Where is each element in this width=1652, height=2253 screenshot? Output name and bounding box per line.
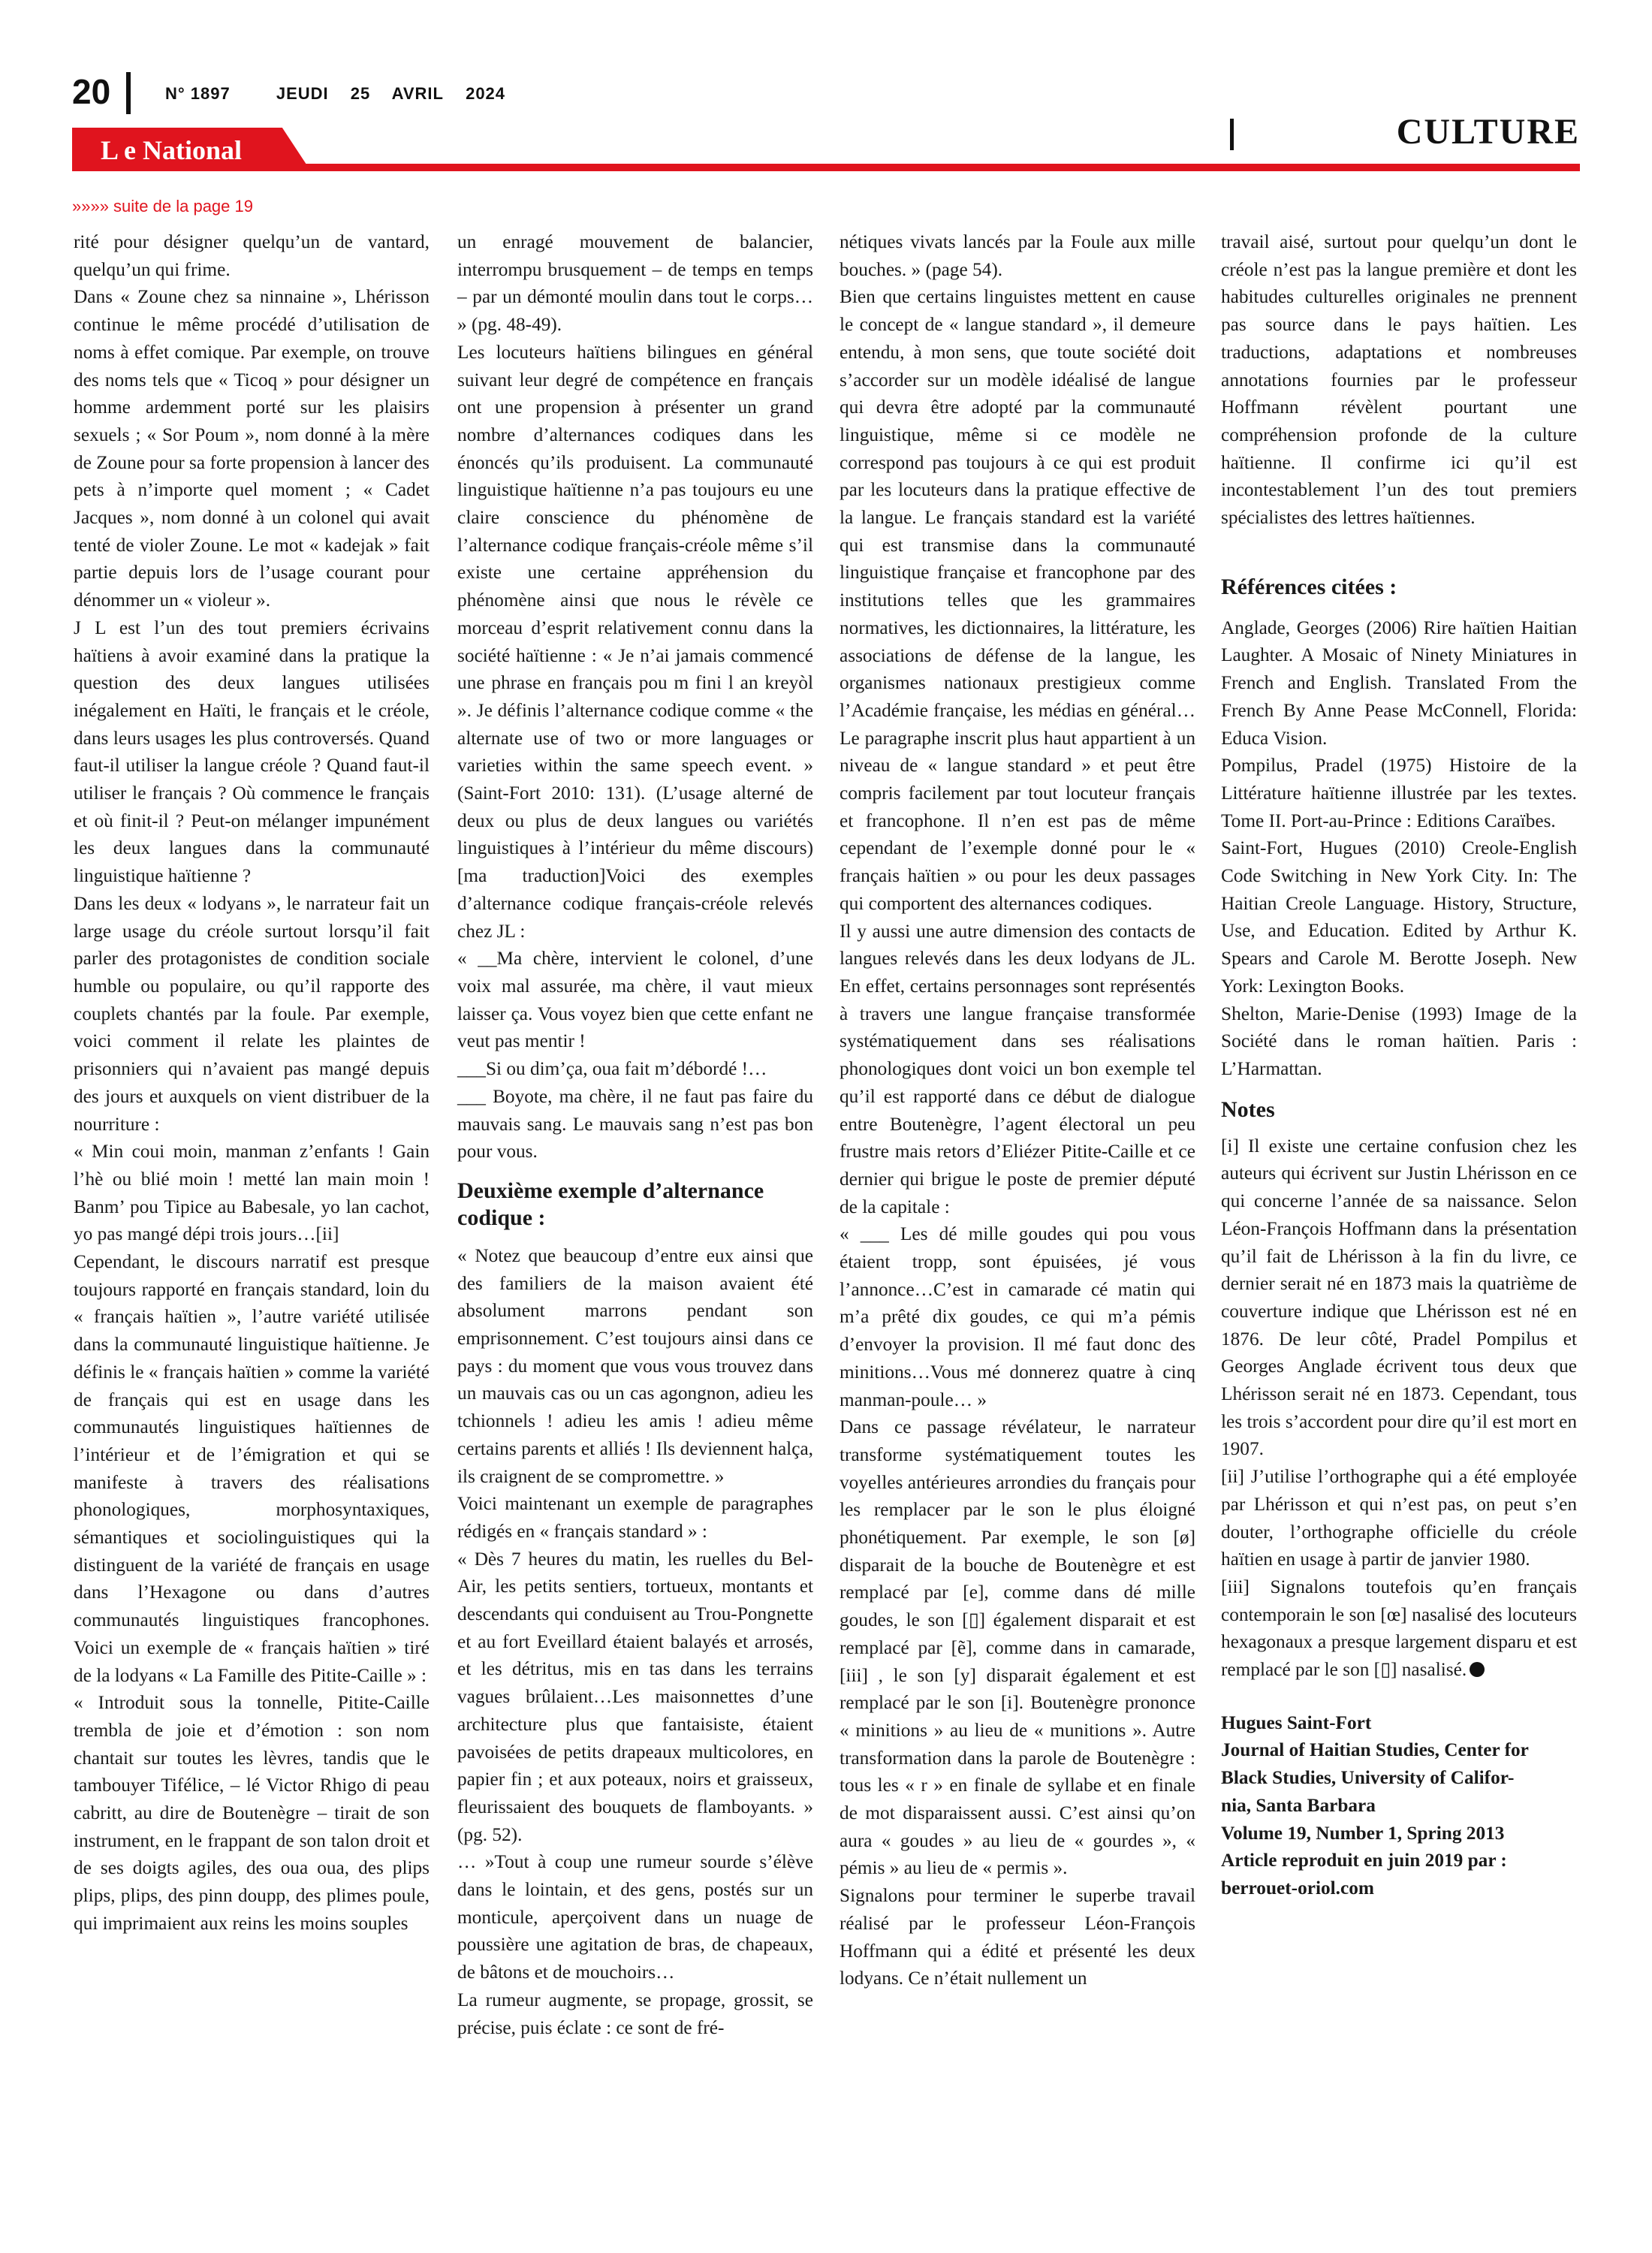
paragraph: Il y aussi une autre dimension des contacts de langues relevés dans les deux lodyans de JL. En effet, certains personnages sont représentés à travers une langue française transformée systématiquement dans ses réalisations phonologiques dont voici un bon exemple tel qu’il est rapporté dans ce début de dialogue entre Boutenègre, l’agent électoral un peu frustre mais retors d’Eliézer Pitite-Caille et ce dernier qui brigue le poste de premier député de la capitale :	[840, 920, 1195, 1217]
signature-line: Black Studies, University of Califor-	[1221, 1767, 1515, 1789]
note-item	[1221, 1573, 1577, 1684]
note-item: [ii] J’utilise l’orthographe qui a été employée par Lhérisson et qui n’est pas, on peut s’en douter, l’orthographe officielle du créole haïtien en usage à partir de janvier 1980.	[1221, 1466, 1577, 1570]
quote-paragraph: … »Tout à coup une rumeur sourde s’élève dans le lointain, et des gens, postés sur un monticule, aperçoivent dans un nuage de poussière une agitation de bras, de chapeaux, de bâtons et de mouchoirs…	[457, 1851, 813, 1983]
notes-heading: Notes	[1221, 1096, 1275, 1122]
paragraph: Bien que certains linguistes mettent en cause le concept de « langue standard », il demeure entendu, à mon sens, que toute société doit s’accorder sur un modèle idéalisé de langue qui devra être adopté par la communauté linguistique, même si ce modèle ne correspond pas toujours à ce qui est produit par les locuteurs dans la pratique effective de la langue. Le français standard est la variété qui est transmise dans la communauté linguistique française et francophone par des institutions telles que les grammaires normatives, les dictionnaires, la littérature, les associations de défense de la langue, les organismes nationaux prestigieux comme l’Académie française, les médias en général… Le paragraphe inscrit plus haut appartient à un niveau de « langue standard » et peut être compris facilement par tout locuteur français et francophone. Il n’en est pas de même cependant de l’exemple donné pour le « français haïtien » ou pour les deux passages qui comportent des alternances codiques.	[840, 286, 1195, 914]
paragraph: J L est l’un des tout premiers écrivains haïtiens à avoir examiné dans la pratique la question des deux langues utilisées inégalement en Haïti, le français et le créole, dans leurs usages les plus controversés. Quand faut-il utiliser la langue créole ? Quand faut-il utiliser le français ? Où commence le français et où finit-il ? Peut-on mélanger impunément les deux langues dans la communauté linguistique haïtienne ?	[74, 617, 430, 887]
signature-line: nia, Santa Barbara	[1221, 1794, 1376, 1816]
paragraph: travail aisé, surtout pour quelqu’un dont le créole n’est pas la langue première et dont les habitudes culturelles originales ne prennent pas source dans le pays haïtien. Les traductions, adaptations et nombreuses annotations fournies par le professeur Hoffmann révèlent pourtant une compréhension profonde de la culture haïtienne. Il confirme ici qu’il est incontestablement l’un des tout premiers spécialistes des lettres haïtiennes.	[1221, 231, 1577, 529]
paragraph: Dans ce passage révélateur, le narrateur transforme systématiquement toutes les voyelles antérieures arrondies du français pour les remplacer par le son le plus éloigné phonétiquement. Par exemple, le son [ø] disparait de la bouche de Boutenègre et est remplacé par [e], comme dans dé mille goudes, le son [▯] également disparait et est remplacé par [ẽ], comme dans in camarade, [iii] , le son [y] disparait également et est remplacé par le son [i]. Boutenègre prononce « minitions » au lieu de « munitions ». Autre transformation dans la parole de Boutenègre : tous les « r » en finale de syllabe et en finale de mot disparaissent aussi. C’est ainsi qu’on aura « goudes » au lieu de « gourdes », « pémis » au lieu de « permis ».	[840, 1416, 1195, 1879]
signature-line: Hugues Saint-Fort	[1221, 1712, 1372, 1733]
paragraph: Les locuteurs haïtiens bilingues en général suivant leur degré de compétence en français ont une propension à présenter un grand nombre d’alternances codiques dans les énoncés qu’ils produisent. La communauté linguistique haïtienne n’a pas toujours eu une claire conscience du phénomène de l’alternance codique français-créole même s’il existe une certaine appréhension du phénomène ainsi que nous le révèle ce morceau d’esprit relativement connu dans la société haïtienne : « Je n’ai jamais commencé une phrase en français pou m fini l an kreyòl ». Je définis l’alternance codique comme « the alternate use of two or more languages or varieties within the same speech event. » (Saint-Fort 2010: 131). (L’usage alterné de deux ou plus de deux langues ou variétés linguistiques à l’intérieur du même discours) [ma traduction]Voici des exemples d’alternance codique français-créole relevés chez JL :	[457, 341, 813, 942]
continued-from: »»»» suite de la page 19	[72, 197, 253, 216]
section-divider	[1230, 119, 1234, 150]
signature-line: Journal of Haitian Studies, Center for	[1221, 1739, 1529, 1761]
signature-line: Volume 19, Number 1, Spring 2013	[1221, 1822, 1505, 1844]
article-column-4	[1221, 228, 1577, 1902]
reference-item: Shelton, Marie-Denise (1993) Image de la Société dans le roman haïtien. Paris : L’Harmattan.	[1221, 1003, 1577, 1079]
dialogue-line: ___Si ou dim’ça, oua fait m’débordé !…	[457, 1058, 767, 1080]
quote-paragraph: « Notez que beaucoup d’entre eux ainsi que des familiers de la maison avaient été absolument marrons pendant son emprisonnement. C’est toujours ainsi dans ce pays : du moment que vous vous trouvez dans un mauvais cas ou un cas agongnon, adieu les tchionnels ! adieu les amis ! adieu même certains parents et alliés ! Ils deviennent halça, ils craignent de se compromettre. »	[457, 1244, 813, 1487]
signature-line: berrouet-oriol.com	[1221, 1877, 1374, 1899]
references-heading: Références citées :	[1221, 574, 1397, 599]
quote-paragraph: « Introduit sous la tonnelle, Pitite-Caille trembla de joie et d’émotion : son nom chantait sur toutes les lèvres, tandis que le tambouyer Tifélice, – lé Victor Rhigo di peau cabritt, au dire de Boutenègre – tirait de son instrument, en le frappant de son talon droit et de ses doigts agiles, des oua oua, des plips plips, plips, des pinn doupp, des plimes poule, qui imprimaient aux reins les moins souples	[74, 1692, 430, 1934]
header-divider	[126, 72, 131, 114]
issue-month: AVRIL	[391, 84, 444, 103]
paragraph: Dans « Zoune chez sa ninnaine », Lhérisson continue le même procédé d’utilisation de noms à effet comique. Par exemple, on trouve des noms tels que « Ticoq » pour désigner un homme ardemment porté sur les plaisirs sexuels ; « Sor Poum », nom donné à la mère de Zoune pour sa forte propension à lancer des pets à n’importe quel moment ; « Cadet Jacques », nom donné à un colonel qui avait tenté de violer Zoune. Le mot « kadejak » fait partie depuis lors de l’usage courant pour dénommer un « violeur ».	[74, 286, 430, 611]
issue-number: N° 1897	[165, 84, 231, 103]
issue-day: JEUDI	[276, 84, 329, 103]
paragraph: rité pour désigner quelqu’un de vantard, quelqu’un qui frime.	[74, 231, 430, 280]
dialogue-line: « __Ma chère, intervient le colonel, d’une voix mal assurée, ma chère, il vaut mieux laisser ça. Vous voyez bien que cette enfant ne veut pas mentir !	[457, 948, 813, 1052]
paragraph: nétiques vivats lancés par la Foule aux mille bouches. » (page 54).	[840, 231, 1195, 280]
page-number: 20	[72, 72, 111, 111]
subheading: Deuxième exemple d’alternance codique :	[457, 1178, 764, 1230]
dialogue-line: ___ Boyote, ma chère, il ne faut pas faire du mauvais sang. Le mauvais sang n’est pas bon pour vous.	[457, 1085, 813, 1163]
issue-year: 2024	[466, 84, 506, 103]
note-text: [iii] Signalons toutefois qu’en français contemporain le son [œ] nasalisé des locuteurs hexagonaux a presque largement disparu et est remplacé par le son [▯] nasalisé.	[1221, 1576, 1577, 1681]
paragraph: Voici maintenant un exemple de paragraphes rédigés en « français standard » :	[457, 1493, 813, 1542]
issue-date-line	[165, 84, 522, 104]
quote-paragraph: « Dès 7 heures du matin, les ruelles du Bel-Air, les petits sentiers, tortueux, montants et descendants qui conduisent au Trou-Pongnette et au fort Eveillard étaient balayés et arrosés, et les détritus, mis en tas dans les terrains vagues brûlaient…Les maisonnettes d’une architecture plus que fantaisiste, étaient pavoisées de petits drapeaux multicolores, en papier fin ; et aux poteaux, noirs et graisseux, fleurissaient des bouquets de flamboyants. » (pg. 52).	[457, 1548, 813, 1845]
reference-item: Saint-Fort, Hugues (2010) Creole-English Code Switching in New York City. In: The Haitian Creole Language. History, Structure, Use, and Education. Edited by Arthur K. Spears and Carole M. Berotte Joseph. New York: Lexington Books.	[1221, 837, 1577, 997]
end-mark-icon	[1470, 1662, 1485, 1677]
article-column-2	[457, 228, 813, 2041]
signature-line: Article reproduit en juin 2019 par :	[1221, 1850, 1507, 1871]
article-column-1	[74, 228, 430, 1938]
article-column-3	[840, 228, 1195, 1992]
reference-item: Pompilus, Pradel (1975) Histoire de la Littérature haïtienne illustrée par les textes. Tome II. Port-au-Prince : Editions Caraïbes.	[1221, 755, 1577, 831]
paragraph: Signalons pour terminer le superbe travail réalisé par le professeur Léon-François Hoffmann qui a édité et présenté les deux lodyans. Ce n’était nullement un	[840, 1885, 1195, 1989]
issue-date: 25	[350, 84, 371, 103]
quote-paragraph: « Min coui moin, manman z’enfants ! Gain l’hè ou blié moin ! metté lan main moin ! Banm’ pou Tipice au Babesale, yo lan cachot, yo pas mangé dépi trois jours…[ii]	[74, 1141, 430, 1245]
paragraph: La rumeur augmente, se propage, grossit, se précise, puis éclate : ce sont de fré-	[457, 1989, 813, 2038]
reference-item: Anglade, Georges (2006) Rire haïtien Haitian Laughter. A Mosaic of Ninety Miniatures in French and English. Translated From the French By Anne Pease McConnell, Florida: Educa Vision.	[1221, 617, 1577, 749]
brand-logo: L e National	[101, 135, 243, 165]
note-item: [i] Il existe une certaine confusion chez les auteurs qui écrivent sur Justin Lhérisson en ce qui concerne l’année de sa naissance. Selon Léon-François Hoffmann dans la présentation qu’il fait de Lhérisson à la fin du livre, ce dernier serait né en 1873 mais la quatrième de couverture indique que Lhérisson est né en 1876. De leur côté, Pradel Pompilus et Georges Anglade écrivent tous deux que Lhérisson serait né en 1873. Cependant, tous les trois s’accordent pour dire qu’il est mort en 1907.	[1221, 1135, 1577, 1460]
paragraph: Dans les deux « lodyans », le narrateur fait un large usage du créole surtout lorsqu’il fait parler des protagonistes de condition sociale humble ou populaire, ou qu’il rapporte des couplets chantés par la foule. Par exemple, voici comment il relate les plaintes de prisonniers qui n’avaient pas mangé depuis des jours et auxquels on vient distribuer de la nourriture :	[74, 892, 430, 1135]
author-signature	[1221, 1709, 1577, 1902]
quote-paragraph: « ___ Les dé mille goudes qui pou vous étaient tropp, sont épuisées, jé vous l’annonce…C’est in camarade cé matin qui m’a prêté dix goudes, ce qui m’a pémis d’envoyer la provision. Il mé faut donc des minitions…Vous mé donnerez quatre à cinq manman-poule… »	[840, 1223, 1195, 1410]
paragraph: Cependant, le discours narratif est presque toujours rapporté en français standard, loin du « français haïtien », l’autre variété utilisée dans la communauté linguistique haïtienne. Je définis le « français haïtien » comme la variété de français qui est en usage dans les communautés linguistiques haïtiennes de l’intérieur et de l’émigration et qui se manifeste à travers des réalisations phonologiques, morphosyntaxiques, sémantiques et sociolinguistiques qui la distinguent de la variété de français en usage dans l’Hexagone ou dans d’autres communautés linguistiques francophones. Voici un exemple de « français haïtien » tiré de la lodyans « La Famille des Pitite-Caille » :	[74, 1251, 430, 1686]
section-title: CULTURE	[1396, 112, 1580, 152]
paragraph: un enragé mouvement de balancier, interrompu brusquement – de temps en temps – par un démonté moulin dans tout le corps… » (pg. 48-49).	[457, 231, 813, 336]
